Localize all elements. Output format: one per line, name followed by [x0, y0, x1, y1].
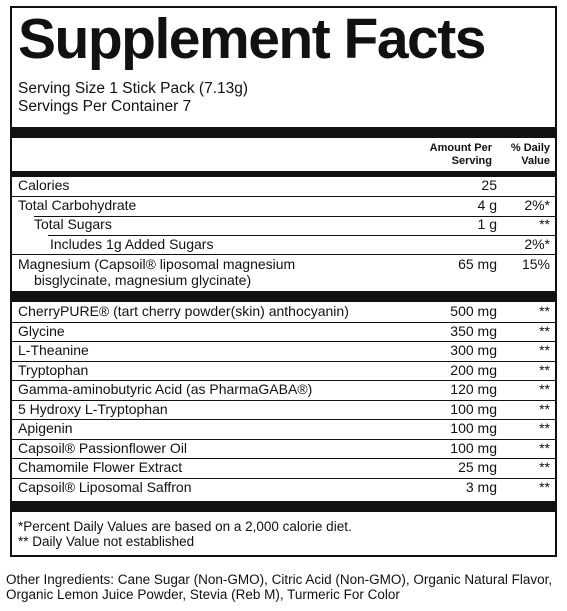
magnesium-dv: 15% [521, 256, 550, 272]
nutrient-dv: 2%* [524, 197, 550, 213]
ingredient-row [12, 302, 555, 321]
ingredient-row [12, 361, 555, 380]
servings-per-container: Servings Per Container 7 [18, 98, 192, 115]
magnesium-amount: 65 mg [458, 256, 497, 272]
ingredient-name: Apigenin [18, 420, 73, 436]
ingredient-amount: 100 mg [450, 440, 497, 456]
nutrient-amount: 25 [481, 177, 497, 193]
thick-divider-top [12, 127, 555, 138]
ingredient-row [12, 458, 555, 477]
magnesium-name [18, 256, 358, 288]
nutrient-name: Calories [18, 177, 70, 193]
ingredient-amount: 100 mg [450, 401, 497, 417]
supplement-facts-panel [10, 6, 557, 557]
ingredient-row [12, 380, 555, 399]
ingredient-amount: 120 mg [450, 381, 497, 397]
nutrient-name: Total Sugars [34, 216, 112, 232]
ingredient-name: Capsoil® Liposomal Saffron [18, 479, 192, 495]
amount-header-line1: Amount Per [429, 142, 492, 154]
nutrient-row [12, 215, 555, 234]
magnesium-name-line2: bisglycinate, magnesium glycinate) [34, 272, 252, 288]
nutrient-dv: 2%* [524, 236, 550, 252]
ingredient-dv: ** [539, 459, 550, 475]
footnote-dv: ** Daily Value not established [18, 534, 195, 549]
ingredient-dv: ** [539, 381, 550, 397]
ingredient-name: Gamma-aminobutyric Acid (as PharmaGABA®) [18, 381, 313, 397]
ingredient-dv: ** [539, 342, 550, 358]
nutrient-name: Total Carbohydrate [18, 197, 137, 213]
ingredient-dv: ** [539, 362, 550, 378]
ingredient-name: 5 Hydroxy L-Tryptophan [18, 401, 168, 417]
other-ingredients: Other Ingredients: Cane Sugar (Non-GMO), Citric Acid (Non-GMO), Organic Natural Flavor, Organic Lemon Juice Powder, Stevia (Reb M), Turmeric For Color [6, 572, 553, 602]
amount-header-line2: Serving [451, 155, 492, 167]
ingredient-amount: 300 mg [450, 342, 497, 358]
nutrient-name: Includes 1g Added Sugars [50, 236, 214, 252]
ingredient-dv: ** [539, 323, 550, 339]
ingredient-amount: 3 mg [465, 479, 497, 495]
daily-value-header [511, 142, 550, 168]
amount-per-serving-header [430, 142, 492, 168]
ingredient-row [12, 341, 555, 360]
ingredient-dv: ** [539, 420, 550, 436]
thick-divider-bottom [12, 501, 555, 512]
dv-header-line2: Value [521, 155, 550, 167]
ingredient-dv: ** [539, 303, 550, 319]
ingredient-row [12, 419, 555, 438]
row-divider [12, 254, 555, 255]
ingredient-amount: 200 mg [450, 362, 497, 378]
ingredient-name: Tryptophan [18, 362, 89, 378]
dv-header-line1: % Daily [510, 142, 550, 154]
ingredient-name: L-Theanine [18, 342, 89, 358]
ingredient-name: Capsoil® Passionflower Oil [18, 440, 188, 456]
ingredient-name: Chamomile Flower Extract [18, 459, 183, 475]
nutrient-row [12, 176, 555, 195]
nutrient-amount: 1 g [477, 216, 497, 232]
ingredient-amount: 25 mg [458, 459, 497, 475]
ingredient-amount: 500 mg [450, 303, 497, 319]
ingredient-amount: 350 mg [450, 323, 497, 339]
ingredient-dv: ** [539, 440, 550, 456]
ingredient-row [12, 439, 555, 458]
ingredient-dv: ** [539, 479, 550, 495]
serving-size: Serving Size 1 Stick Pack (7.13g) [18, 80, 249, 97]
ingredient-row [12, 478, 555, 497]
ingredient-row [12, 322, 555, 341]
ingredient-row [12, 400, 555, 419]
nutrient-row [12, 235, 555, 254]
ingredient-name: Glycine [18, 323, 65, 339]
ingredient-name: CherryPURE® (tart cherry powder(skin) anthocyanin) [18, 303, 349, 319]
ingredient-dv: ** [539, 401, 550, 417]
nutrient-amount: 4 g [477, 197, 497, 213]
nutrient-row [12, 196, 555, 215]
ingredient-amount: 100 mg [450, 420, 497, 436]
panel-title: Supplement Facts [18, 7, 485, 71]
thick-divider-middle [12, 291, 555, 302]
magnesium-name-line1: Magnesium (Capsoil® liposomal magnesium [18, 256, 296, 272]
footnote-percent: *Percent Daily Values are based on a 2,000 calorie diet. [18, 519, 352, 534]
nutrient-dv: ** [539, 216, 550, 232]
